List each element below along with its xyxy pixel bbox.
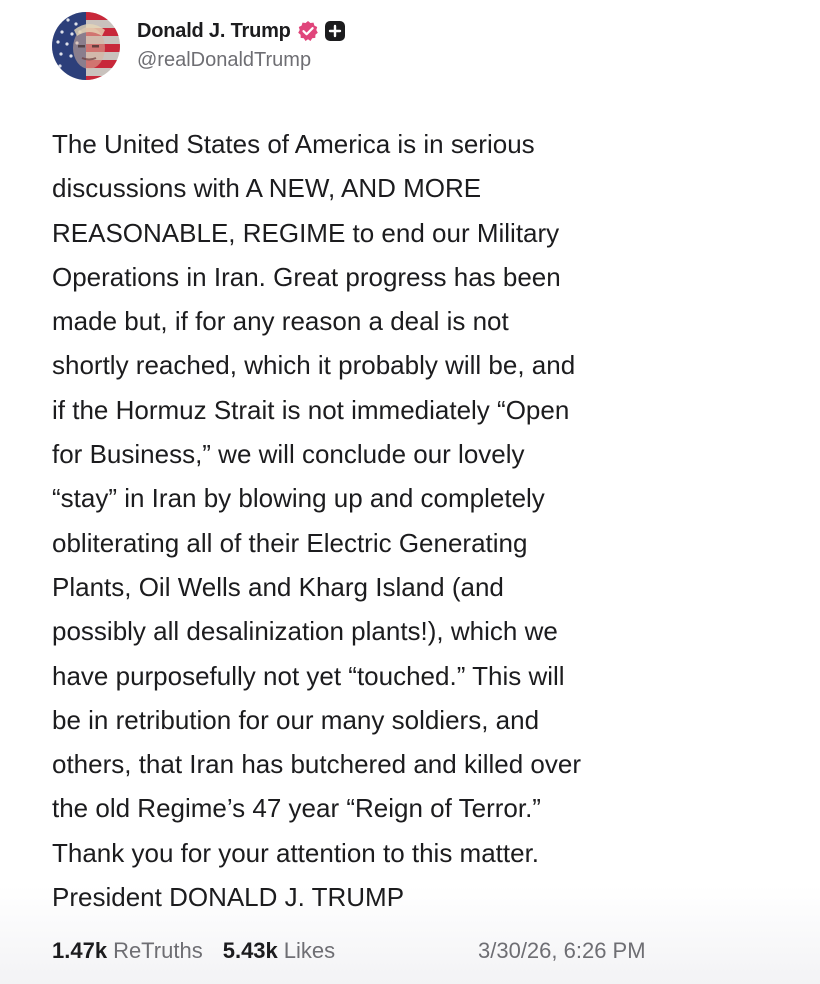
likes-count: 5.43k: [222, 938, 278, 963]
likes-label: Likes: [283, 938, 336, 963]
display-name[interactable]: Donald J. Trump: [137, 19, 291, 42]
retruths-label: ReTruths: [113, 938, 203, 963]
post-line: Thank you for your attention to this matter.: [52, 837, 540, 868]
post-line: for Business,” we will conclude our lovely: [52, 439, 525, 470]
post-line: The United States of America is in serious: [52, 129, 535, 159]
account-handle[interactable]: @realDonaldTrump: [137, 49, 312, 71]
post-line: “stay” in Iran by blowing up and completely: [52, 483, 545, 514]
post-line: obliterating all of their Electric Generating: [52, 527, 528, 558]
post-line: discussions with A NEW, AND MORE: [52, 173, 482, 204]
post-header: [52, 12, 346, 80]
post-line: have purposefully not yet “touched.” This will: [52, 660, 565, 691]
post-line: made but, if for any reason a deal is not: [52, 306, 509, 337]
post-line: President DONALD J. TRUMP: [52, 882, 405, 913]
avatar-flag-portrait-icon: [52, 12, 120, 80]
post-line: the old Regime’s 47 year “Reign of Terror.”: [52, 793, 541, 824]
post-stats: [52, 936, 772, 966]
post-line: REASONABLE, REGIME to end our Military: [52, 217, 560, 248]
avatar[interactable]: [52, 12, 120, 80]
name-row: [137, 16, 346, 46]
post-line: Plants, Oil Wells and Kharg Island (and: [52, 571, 504, 602]
post-timestamp[interactable]: 3/30/26, 6:26 PM: [478, 938, 646, 963]
plus-icon[interactable]: [324, 20, 346, 42]
account-identity: [137, 16, 346, 72]
post-line: shortly reached, which it probably will be, and: [52, 350, 576, 381]
post-line: others, that Iran has butchered and killed over: [52, 749, 581, 780]
likes-stat[interactable]: [223, 938, 335, 964]
retruths-stat[interactable]: [52, 938, 203, 964]
post-line: possibly all desalinization plants!), which we: [52, 616, 558, 647]
post-line: Operations in Iran. Great progress has been: [52, 261, 561, 292]
verified-badge-icon: [297, 20, 319, 42]
post-line: if the Hormuz Strait is not immediately “Open: [52, 394, 570, 425]
post-line: be in retribution for our many soldiers, and: [52, 704, 540, 735]
post-body: [52, 122, 752, 919]
retruths-count: 1.47k: [52, 938, 108, 963]
